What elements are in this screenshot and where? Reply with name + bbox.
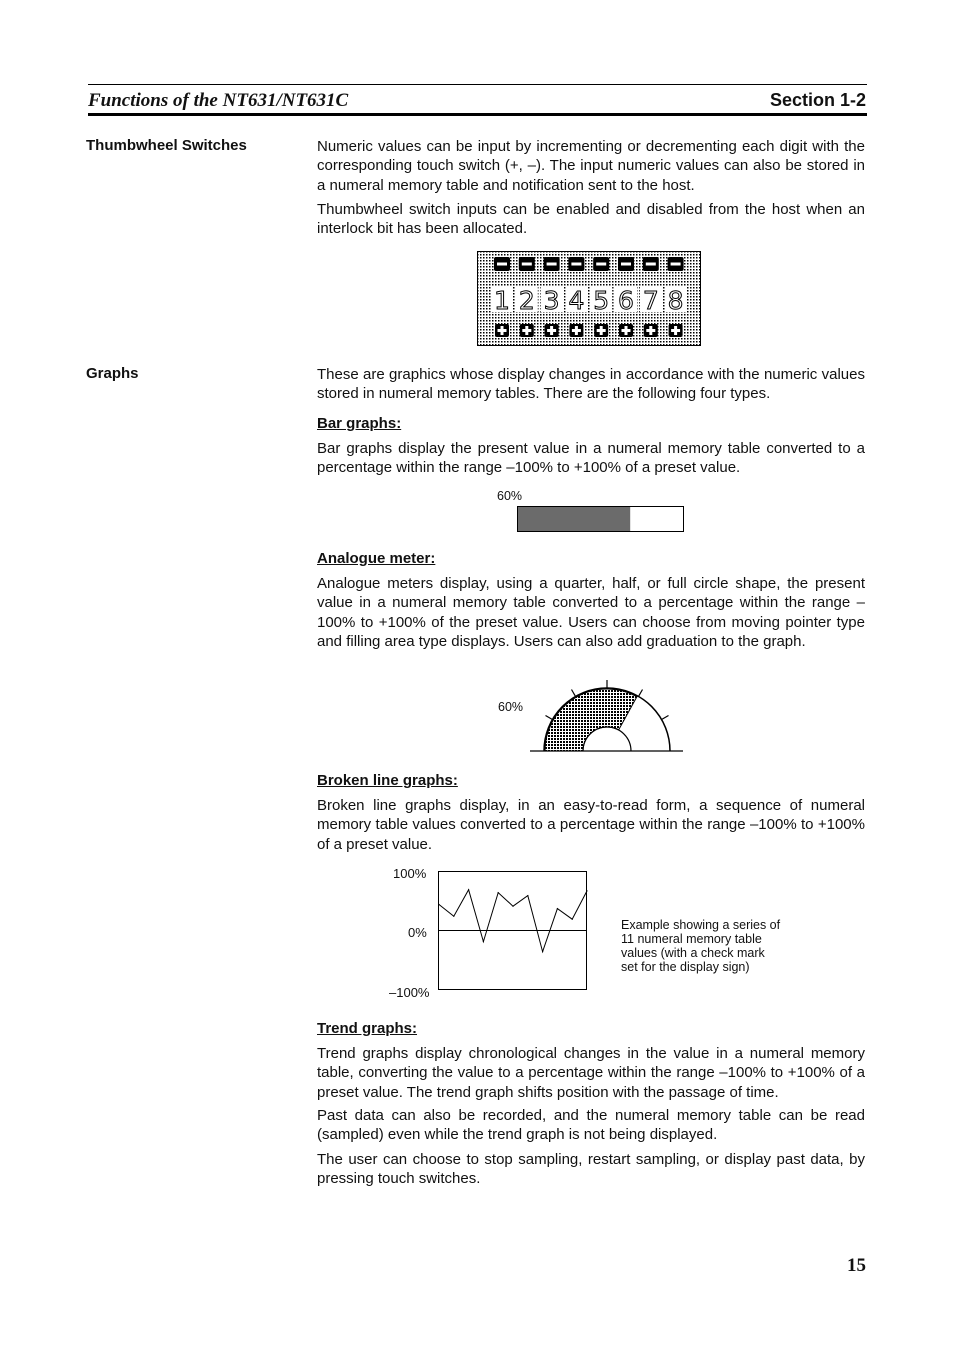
increment-button[interactable] [495,324,509,337]
bar-graph-label: 60% [497,489,523,503]
broken-line-caption-line: 11 numeral memory table [621,932,762,946]
broken-line-point [438,904,439,905]
digit-value: 3 [543,286,560,315]
analogue-meter-graduation [546,716,553,720]
trend-graphs-para-1: Trend graphs display chronological changes in the value in a numeral memory table, converting the value to a percentage within the range –100% to +100% of a preset value. The trend graph shifts position with the passage of time. [317,1045,865,1101]
broken-line-caption-line: set for the display sign) [621,960,750,974]
running-header-title: Functions of the NT631/NT631C [88,90,349,111]
increment-button[interactable] [594,324,608,337]
thumbwheel-para-1: Numeric values can be input by incrementing or decrementing each digit with the corresponding touch switch (+, –). The input numeric values can also be stored in a numeral memory table and notification sent to the host. [317,138,865,194]
decrement-button[interactable] [618,257,634,271]
broken-line-text: Broken line graphs display, in an easy-to-read form, a sequence of numeral memory table values converted to a percentage within the range –100% to +100% of a preset value. [317,797,865,853]
trend-graphs-title: Trend graphs: [317,1020,418,1037]
decrement-button[interactable] [643,257,659,271]
thumbwheel-heading: Thumbwheel Switches [86,137,247,154]
graphs-heading: Graphs [86,365,139,382]
increment-button[interactable] [569,324,583,337]
trend-graphs-para-3: The user can choose to stop sampling, restart sampling, or display past data, by pressing touch switches. [317,1151,865,1188]
minus-icon [596,263,606,266]
broken-line-point [512,906,513,907]
increment-button[interactable] [545,324,559,337]
broken-line-point [483,941,484,942]
digit-value: 2 [518,286,535,315]
minus-icon [646,263,656,266]
increment-button[interactable] [644,324,658,337]
broken-line-chart [438,871,588,991]
decrement-button[interactable] [519,257,535,271]
broken-line-ytick-bottom: –100% [389,985,430,1000]
minus-icon [571,263,581,266]
broken-line-ytick-top: 100% [393,866,427,881]
increment-button[interactable] [619,324,633,337]
decrement-button[interactable] [544,257,560,271]
graphs-intro: These are graphics whose display changes in accordance with the numeric values stored in numeral memory tables. There are the following four types. [317,366,865,403]
minus-icon [547,263,557,266]
header-top-rule [88,84,867,85]
analogue-meter-graduation [639,690,643,697]
analogue-meter-figure [530,678,690,754]
analogue-meter-label: 60% [498,700,524,714]
minus-icon [497,263,507,266]
decrement-button[interactable] [593,257,609,271]
digit-value: 5 [593,286,610,315]
broken-line-caption-line: Example showing a series of [621,918,781,932]
minus-icon [522,263,532,266]
analogue-meter-graduation [572,690,576,697]
digit-value: 6 [618,286,634,315]
broken-line-point [453,916,454,917]
broken-line-point [468,889,469,890]
broken-line-point [527,895,528,896]
analogue-meter-text: Analogue meters display, using a quarter, half, or full circle shape, the present value in a numeral memory table converted to a percentage within the range –100% to +100% of the preset value. Users can choose from moving pointer type and filling area type displays. Users can also add graduation to the graph. [317,575,865,651]
decrement-button[interactable] [494,257,510,271]
page-number: 15 [847,1255,866,1276]
bar-graph-figure [517,505,685,533]
minus-icon [671,263,681,266]
analogue-meter-fill [545,689,637,751]
section-number: Section 1-2 [769,90,866,110]
analogue-meter-title: Analogue meter: [317,550,436,567]
decrement-button[interactable] [568,257,584,271]
increment-button[interactable] [669,324,683,337]
broken-line-title: Broken line graphs: [317,772,458,789]
bar-graph-fill [518,507,630,531]
decrement-button[interactable] [668,257,684,271]
broken-line-point [586,890,587,891]
digit-value: 4 [568,286,585,315]
increment-button[interactable] [520,324,534,337]
header-bottom-rule [88,113,867,116]
broken-line-point [542,951,543,952]
trend-graphs-para-2: Past data can also be recorded, and the numeral memory table can be read (sampled) even while the trend graph is not being displayed. [317,1107,865,1144]
digit-value: 1 [494,286,510,315]
broken-line-caption [621,918,780,974]
broken-line-ytick-mid: 0% [408,925,427,940]
bar-graphs-title: Bar graphs: [317,415,402,432]
broken-line-point [557,908,558,909]
digit-value: 8 [667,286,684,315]
analogue-meter-graduation [662,716,669,720]
broken-line-caption-line: values (with a check mark [621,946,765,960]
thumbwheel-figure [477,251,701,346]
thumbwheel-para-2: Thumbwheel switch inputs can be enabled and disabled from the host when an interlock bit has been allocated. [317,201,865,238]
bar-graphs-text: Bar graphs display the present value in a numeral memory table converted to a percentage within the range –100% to +100% of a preset value. [317,440,865,477]
broken-line-point [498,892,499,893]
minus-icon [621,263,631,266]
broken-line-point [572,919,573,920]
digit-value: 7 [642,286,659,315]
